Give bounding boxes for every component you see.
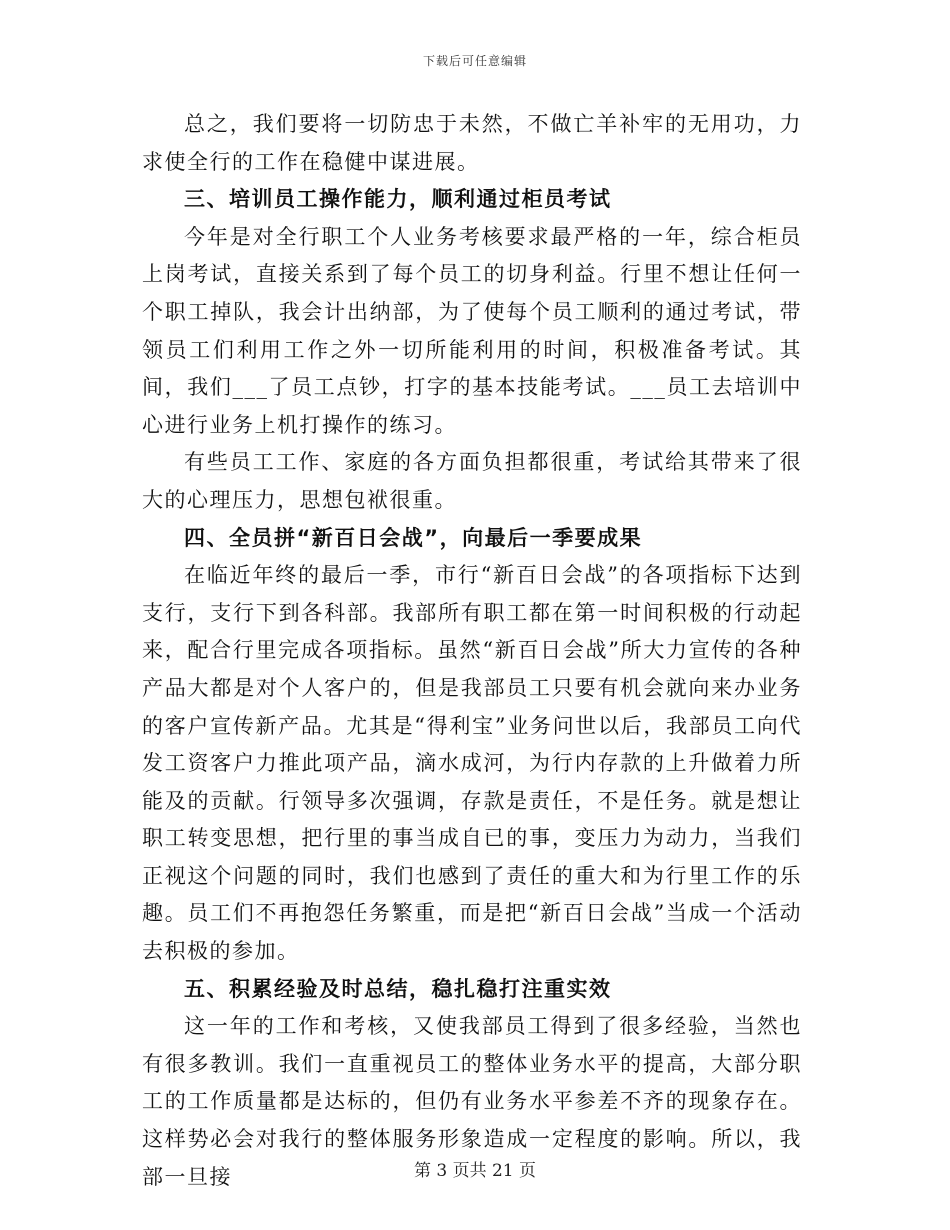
page-number-footer: 第 3 页共 21 页: [413, 1161, 537, 1181]
document-body: [142, 106, 802, 1196]
section-heading-3: 三、培训员工操作能力，顺利通过柜员考试: [184, 187, 612, 212]
paragraph-experience: 这一年的工作和考核，又使我部员工得到了很多经验，当然也有很多教训。我们一直重视员工的整体业务水平的提高，大部分职工的工作质量都是达标的，但仍有业务水平参差不齐的现象存在。这样势必会对我行的整体服务形象造成一定程度的影响。所以，我部一旦接: [142, 1014, 802, 1189]
paragraph-pressure: 有些员工工作、家庭的各方面负担都很重，考试给其带来了很大的心理压力，思想包袱很重。: [142, 450, 802, 512]
section-heading-4: 四、全员拼“新百日会战”，向最后一季要成果: [184, 525, 643, 550]
section-heading-5: 五、积累经验及时总结，稳扎稳打注重实效: [184, 976, 612, 1001]
page-header: 下载后可任意编辑: [422, 54, 527, 68]
paragraph-conclusion: 总之，我们要将一切防忠于未然，不做亡羊补牢的无用功，力求使全行的工作在稳健中谋进展。: [142, 112, 802, 174]
paragraph-campaign: 在临近年终的最后一季，市行“新百日会战”的各项指标下达到支行，支行下到各科部。我部所有职工都在第一时间积极的行动起来，配合行里完成各项指标。虽然“新百日会战”所大力宣传的各种产品大都是对个人客户的，但是我部员工只要有机会就向来办业务的客户宣传新产品。尤其是“得利宝”业务问世以后，我部员工向代发工资客户力推此项产品，滴水成河，为行内存款的上升做着力所能及的贡献。行领导多次强调，存款是责任，不是任务。就是想让职工转变思想，把行里的事当成自已的事，变压力为动力，当我们正视这个问题的同时，我们也感到了责任的重大和为行里工作的乐趣。员工们不再抱怨任务繁重，而是把“新百日会战”当成一个活动去积极的参加。: [142, 563, 802, 964]
paragraph-training: 今年是对全行职工个人业务考核要求最严格的一年，综合柜员上岗考试，直接关系到了每个员工的切身利益。行里不想让任何一个职工掉队，我会计出纳部，为了使每个员工顺利的通过考试，带领员工们利用工作之外一切所能利用的时间，积极准备考试。其间，我们___了员工点钞，打字的基本技能考试。___员工去培训中心进行业务上机打操作的练习。: [142, 224, 802, 437]
